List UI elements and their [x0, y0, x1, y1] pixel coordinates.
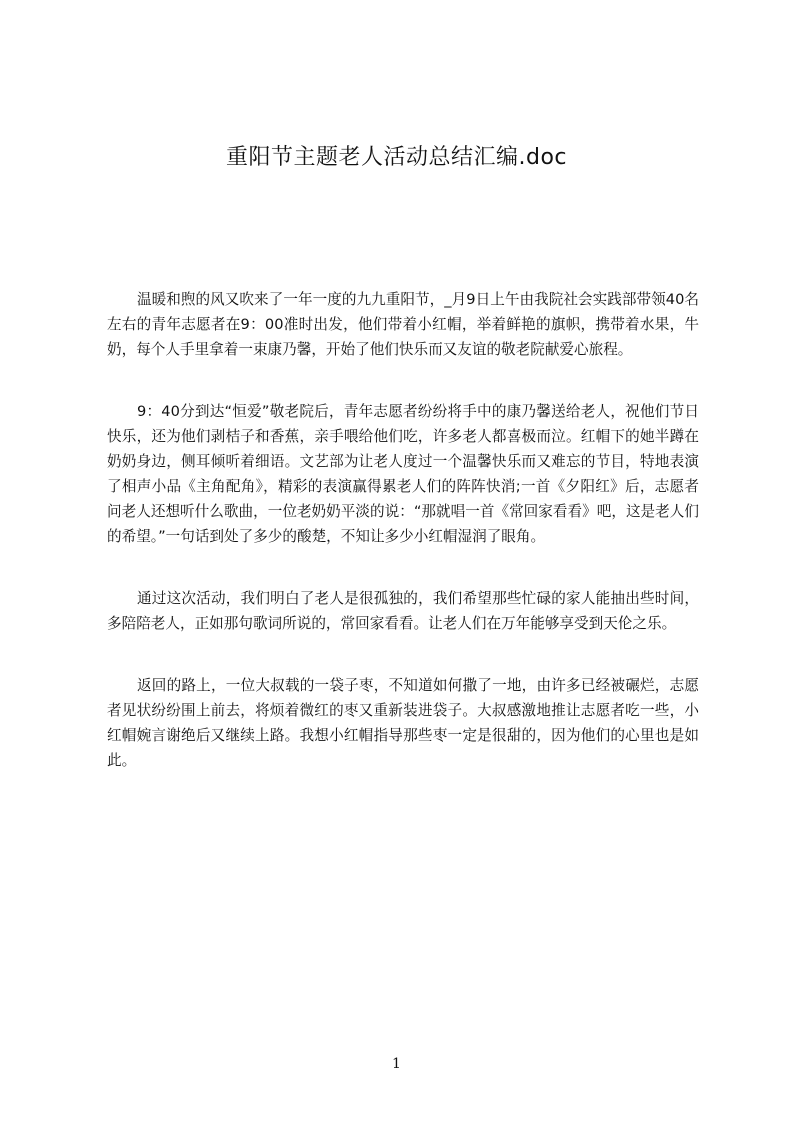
paragraph-3: 通过这次活动，我们明白了老人是很孤独的，我们希望那些忙碌的家人能抽出些时间，多陪陪老人，正如那句歌词所说的，常回家看看。让老人们在万年能够享受到天伦之乐。 [107, 590, 699, 632]
page-number: 1 [392, 1056, 401, 1072]
paragraph-4: 返回的路上，一位大叔载的一袋子枣，不知道如何撒了一地，由许多已经被碾烂，志愿者见状纷纷围上前去，将烦着微红的枣又重新装进袋子。大叔感激地推让志愿者吃一些，小红帽婉言谢绝后又继续上路。我想小红帽指导那些枣一定是很甜的，因为他们的心里也是如此。 [107, 677, 699, 769]
document-body [107, 287, 699, 810]
paragraph-2: 9：40分到达“恒爱”敬老院后，青年志愿者纷纷将手中的康乃馨送给老人，祝他们节日快乐，还为他们剥桔子和香蕉，亲手喂给他们吃，许多老人都喜极而泣。红帽下的她半蹲在奶奶身边，侧耳倾听着细语。文艺部为让老人度过一个温馨快乐而又难忘的节目，特地表演了相声小品《主角配角》，精彩的表演赢得累老人们的阵阵快消;一首《夕阳红》后，志愿者问老人还想听什么歌曲，一位老奶奶平淡的说：“那就唱一首《常回家看看》吧，这是老人们的希望。”一句话到处了多少的酸楚，不知让多少小红帽湿润了眼角。 [107, 403, 699, 545]
document-title: 重阳节主题老人活动总结汇编.doc [225, 145, 567, 170]
paragraph-1: 温暖和煦的风又吹来了一年一度的九九重阳节，_月9日上午由我院社会实践部带领40名左右的青年志愿者在9：00准时出发，他们带着小红帽，举着鲜艳的旗帜，携带着水果，牛奶，每个人手里拿着一束康乃馨，开始了他们快乐而又友谊的敬老院献爱心旅程。 [107, 291, 699, 358]
